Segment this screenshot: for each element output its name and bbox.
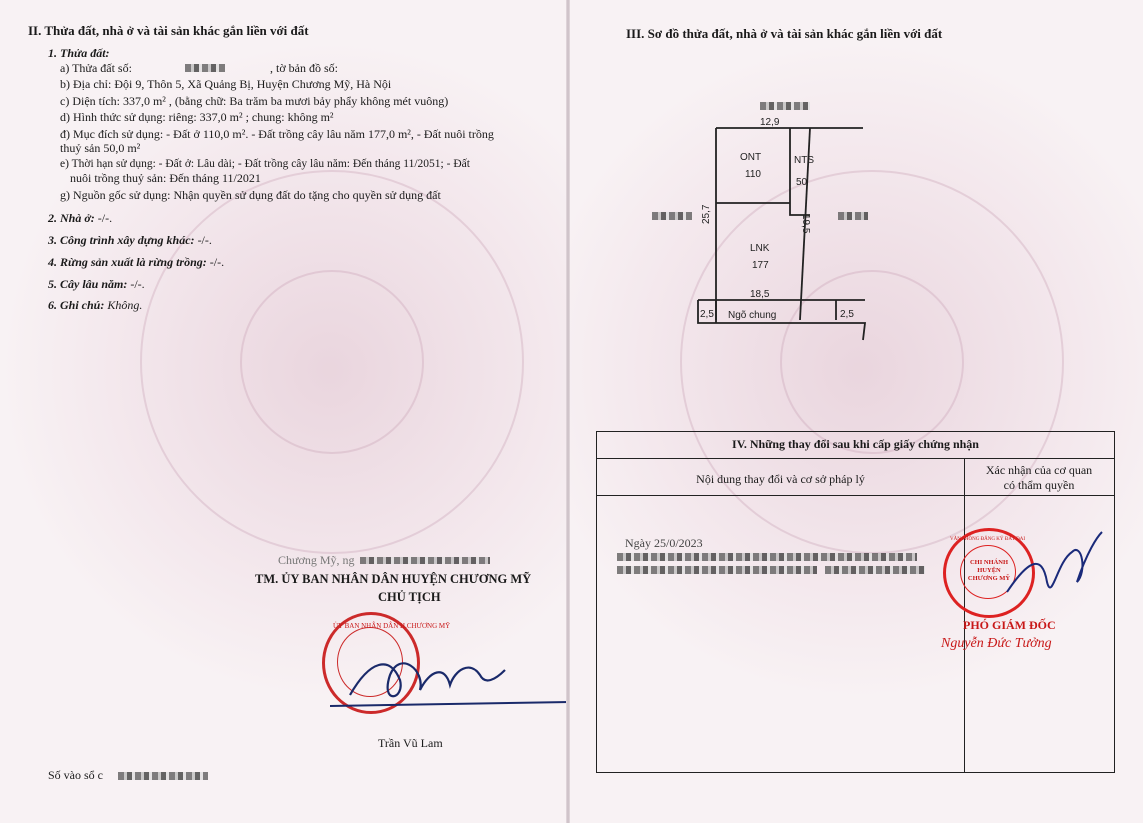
redacted-change-line-1 [617, 553, 917, 561]
lnk-area: 177 [752, 260, 769, 271]
usage-form: d) Hình thức sử dụng: riêng: 337,0 m² ; chung: không m² [60, 110, 334, 124]
chairman-title: CHỦ TỊCH [378, 590, 441, 604]
usage-term-1: e) Thời hạn sử dụng: - Đất ở: Lâu dài; - Đất trồng cây lâu năm: Đến tháng 11/2051; - Đất [60, 158, 470, 170]
col-confirm-header-1: Xác nhận của cơ quan [985, 463, 1093, 477]
chairman-signature [330, 640, 570, 720]
dim-right: 19,5 [800, 214, 811, 234]
usage-purpose-2: thuỷ sản 50,0 m² [60, 141, 141, 155]
section-iii-title: III. Sơ đồ thửa đất, nhà ở và tài sản khác gắn liền với đất [626, 26, 943, 41]
left-page [0, 0, 570, 823]
section-ii-title: II. Thửa đất, nhà ở và tài sản khác gắn liền với đất [28, 23, 309, 38]
onf-code: ONT [740, 152, 762, 163]
stamp-inner-text: CHI NHÁNH HUYỆN CHƯƠNG MỸ [967, 559, 1011, 582]
usage-term-2: nuôi trồng thuỷ sản: Đến tháng 11/2021 [70, 171, 261, 185]
register-number: Số vào sổ c [48, 768, 103, 782]
issuing-authority: TM. ỦY BAN NHÂN DÂN HUYỆN CHƯƠNG MỸ [255, 572, 532, 586]
redacted-change-line-2 [617, 566, 817, 574]
stamp-outer-text: VĂN PHÒNG ĐĂNG KÝ ĐẤT ĐAI [950, 537, 1026, 542]
seal-text: ỦY BAN NHÂN DÂN H.CHƯƠNG MỸ [333, 622, 451, 630]
redacted-register [118, 772, 208, 780]
col-confirm-header-2: có thẩm quyền [1003, 478, 1075, 492]
land-heading: 1. Thửa đất: [48, 46, 110, 60]
item-other-construction: 3. Công trình xây dựng khác: -/-. [48, 233, 212, 247]
col-content-header: Nội dung thay đổi và cơ sở pháp lý [696, 472, 865, 486]
item-house: 2. Nhà ở: -/-. [48, 211, 113, 225]
vice-director-title: PHÓ GIÁM ĐỐC [963, 618, 1056, 632]
nts-area: 50 [796, 177, 808, 188]
dim-bottom: 18,5 [750, 289, 770, 300]
road-left: 2,5 [700, 309, 714, 320]
nts-code: NTS [794, 155, 814, 166]
usage-purpose-1: đ) Mục đích sử dụng: - Đất ở 110,0 m². - Đất trồng cây lâu năm 177,0 m², - Đất nuôi trồng [60, 127, 494, 141]
map-sheet: , tờ bản đồ số: [270, 61, 339, 75]
changes-title: IV. Những thay đổi sau khi cấp giấy chứng nhận [732, 437, 979, 451]
area: c) Diện tích: 337,0 m² , (bằng chữ: Ba trăm ba mươi bảy phẩy không mét vuông) [60, 94, 449, 108]
change-entry-date: Ngày 25/0/2023 [625, 536, 703, 550]
place-date: Chương Mỹ, ng [278, 553, 355, 567]
redacted-parcel [185, 64, 225, 72]
parcel-sketch [690, 105, 880, 345]
item-forest: 4. Rừng sản xuất là rừng trồng: -/-. [48, 255, 225, 269]
redacted-date [360, 557, 490, 564]
item-perennial: 5. Cây lâu năm: -/-. [48, 277, 145, 291]
road-label: Ngõ chung [728, 310, 777, 321]
changes-table [596, 431, 1115, 773]
watermark-emblem-inner [240, 270, 424, 454]
origin: g) Nguồn gốc sử dụng: Nhận quyền sử dụng đất do tặng cho quyền sử dụng đất [60, 188, 441, 202]
parcel-number: a) Thửa đất số: [60, 61, 132, 75]
vice-director-signature [997, 522, 1107, 612]
lnk-code: LNK [750, 243, 770, 254]
vice-director-name: Nguyễn Đức Tưởng [941, 636, 1052, 651]
redacted-left-label [652, 212, 692, 220]
onf-area: 110 [745, 169, 761, 180]
dim-top: 12,9 [760, 117, 780, 128]
road-right: 2,5 [840, 309, 854, 320]
address: b) Địa chỉ: Đội 9, Thôn 5, Xã Quảng Bị, Huyện Chương Mỹ, Hà Nội [60, 77, 392, 91]
dim-left: 25,7 [701, 204, 712, 224]
right-page [570, 0, 1143, 823]
chairman-name: Trần Vũ Lam [378, 736, 443, 750]
item-note: 6. Ghi chú: Không. [48, 298, 143, 312]
redacted-change-line-3 [825, 566, 925, 574]
